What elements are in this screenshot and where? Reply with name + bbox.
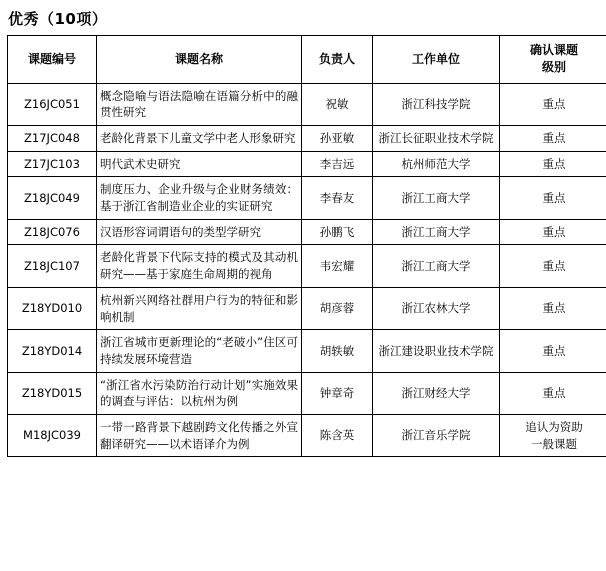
cell-code: Z18YD015 (8, 372, 97, 414)
cell-name: “浙江省水污染防治行动计划”实施效果的调查与评估：以杭州为例 (97, 372, 302, 414)
column-header-level (500, 36, 606, 84)
cell-code: Z16JC051 (8, 83, 97, 125)
column-header-code: 课题编号 (8, 36, 97, 84)
column-header-leader: 负责人 (302, 36, 373, 84)
table-header-row (8, 36, 606, 84)
cell-code: Z18YD010 (8, 287, 97, 329)
column-header-level-line2: 级别 (541, 60, 566, 75)
cell-org: 浙江财经大学 (373, 372, 500, 414)
table-row (8, 126, 606, 152)
cell-level-line2: 一般课题 (531, 436, 577, 451)
cell-org: 浙江工商大学 (373, 219, 500, 245)
cell-level: 重点 (500, 219, 606, 245)
cell-org: 浙江农林大学 (373, 287, 500, 329)
cell-leader: 李吉远 (302, 151, 373, 177)
table-row (8, 83, 606, 125)
cell-code: Z18YD014 (8, 330, 97, 372)
cell-org: 浙江长征职业技术学院 (373, 126, 500, 152)
table-row (8, 330, 606, 372)
table-row (8, 245, 606, 287)
table-row (8, 177, 606, 219)
cell-name: 杭州新兴网络社群用户行为的特征和影响机制 (97, 287, 302, 329)
cell-name: 一带一路背景下越剧跨文化传播之外宣翻译研究——以术语译介为例 (97, 414, 302, 456)
cell-leader: 孙亚敏 (302, 126, 373, 152)
cell-level: 重点 (500, 245, 606, 287)
cell-leader: 孙鹏飞 (302, 219, 373, 245)
cell-org: 浙江工商大学 (373, 177, 500, 219)
table-row (8, 219, 606, 245)
cell-level (500, 414, 606, 456)
cell-name: 汉语形容词谓语句的类型学研究 (97, 219, 302, 245)
cell-leader: 陈含英 (302, 414, 373, 456)
cell-org: 杭州师范大学 (373, 151, 500, 177)
cell-leader: 钟章奇 (302, 372, 373, 414)
projects-table (7, 35, 606, 457)
cell-code: Z18JC107 (8, 245, 97, 287)
cell-name: 概念隐喻与语法隐喻在语篇分析中的融贯性研究 (97, 83, 302, 125)
cell-level: 重点 (500, 287, 606, 329)
cell-level: 重点 (500, 177, 606, 219)
cell-leader: 祝敏 (302, 83, 373, 125)
cell-name: 老龄化背景下儿童文学中老人形象研究 (97, 126, 302, 152)
cell-name: 明代武术史研究 (97, 151, 302, 177)
table-row (8, 151, 606, 177)
table-row (8, 414, 606, 456)
column-header-level-line1: 确认课题 (529, 43, 578, 57)
cell-name: 制度压力、企业升级与企业财务绩效：基于浙江省制造业企业的实证研究 (97, 177, 302, 219)
cell-code: Z17JC103 (8, 151, 97, 177)
cell-leader: 胡轶敏 (302, 330, 373, 372)
cell-name: 浙江省城市更新理论的“老破小”住区可持续发展环境营造 (97, 330, 302, 372)
cell-leader: 李春友 (302, 177, 373, 219)
cell-org: 浙江建设职业技术学院 (373, 330, 500, 372)
cell-code: Z18JC076 (8, 219, 97, 245)
cell-code: Z18JC049 (8, 177, 97, 219)
cell-leader: 韦宏耀 (302, 245, 373, 287)
cell-code: Z17JC048 (8, 126, 97, 152)
cell-level: 重点 (500, 83, 606, 125)
page-title: 优秀（10项） (8, 10, 108, 28)
cell-org: 浙江音乐学院 (373, 414, 500, 456)
cell-level: 重点 (500, 330, 606, 372)
column-header-org: 工作单位 (373, 36, 500, 84)
cell-level-line1: 追认为资助 (525, 419, 583, 434)
cell-code: M18JC039 (8, 414, 97, 456)
table-row (8, 287, 606, 329)
table-header (8, 36, 606, 84)
cell-level: 重点 (500, 372, 606, 414)
table-body (8, 83, 606, 456)
column-header-name: 课题名称 (97, 36, 302, 84)
cell-level: 重点 (500, 126, 606, 152)
cell-name: 老龄化背景下代际支持的模式及其动机研究——基于家庭生命周期的视角 (97, 245, 302, 287)
cell-level: 重点 (500, 151, 606, 177)
cell-org: 浙江工商大学 (373, 245, 500, 287)
cell-org: 浙江科技学院 (373, 83, 500, 125)
cell-leader: 胡彦蓉 (302, 287, 373, 329)
table-row (8, 372, 606, 414)
